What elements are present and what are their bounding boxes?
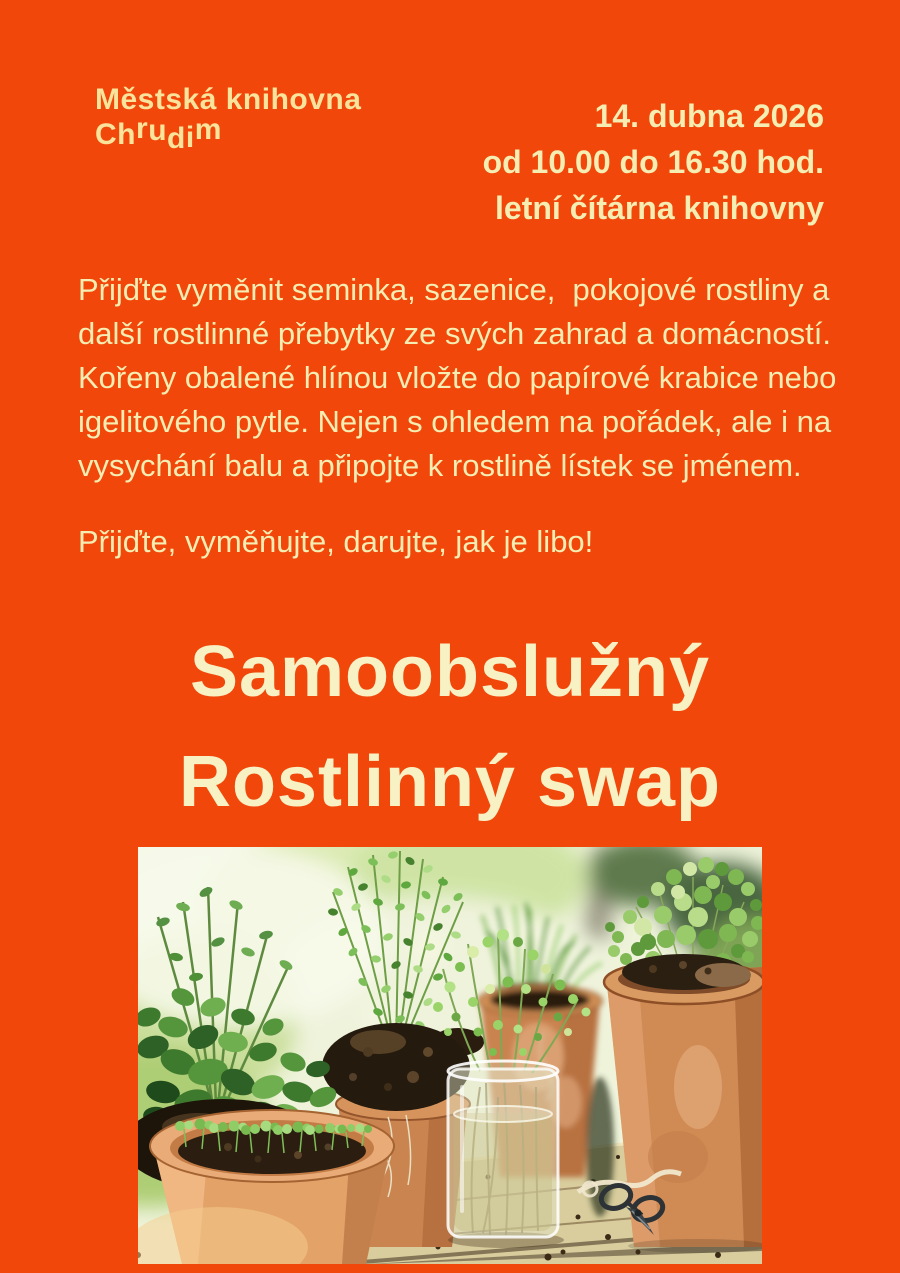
- description-line: igelitového pytle. Nejen s ohledem na pořádek, ale i na: [78, 404, 832, 439]
- seedling-pot: [138, 1110, 394, 1264]
- logo-wordmark: Chrudim: [95, 112, 222, 155]
- plants-photo: [138, 847, 762, 1264]
- event-time: od 10.00 do 16.30 hod.: [482, 144, 824, 180]
- logo-line1: Městská knihovna: [95, 83, 362, 116]
- event-place: letní čítárna knihovny: [495, 190, 824, 226]
- description-line: Kořeny obalené hlínou vložte do papírové krabice nebo: [78, 360, 837, 395]
- call-to-action: Přijďte, vyměňujte, darujte, jak je libo!: [78, 524, 594, 559]
- description-line: vysychání balu a připojte k rostlině lístek se jménem.: [78, 448, 802, 483]
- description-paragraph: [78, 268, 878, 488]
- description-line: Přijďte vyměnit seminka, sazenice, pokojové rostliny a: [78, 272, 830, 307]
- headline-line2: Rostlinný swap: [178, 742, 722, 822]
- event-date: 14. dubna 2026: [594, 98, 824, 134]
- event-info: [344, 93, 824, 231]
- description-line: další rostlinné přebytky ze svých zahrad a domácností.: [78, 316, 831, 351]
- poster-headline: [0, 617, 900, 837]
- library-logo: [95, 82, 362, 155]
- headline-line1: Samoobslužný: [189, 632, 711, 712]
